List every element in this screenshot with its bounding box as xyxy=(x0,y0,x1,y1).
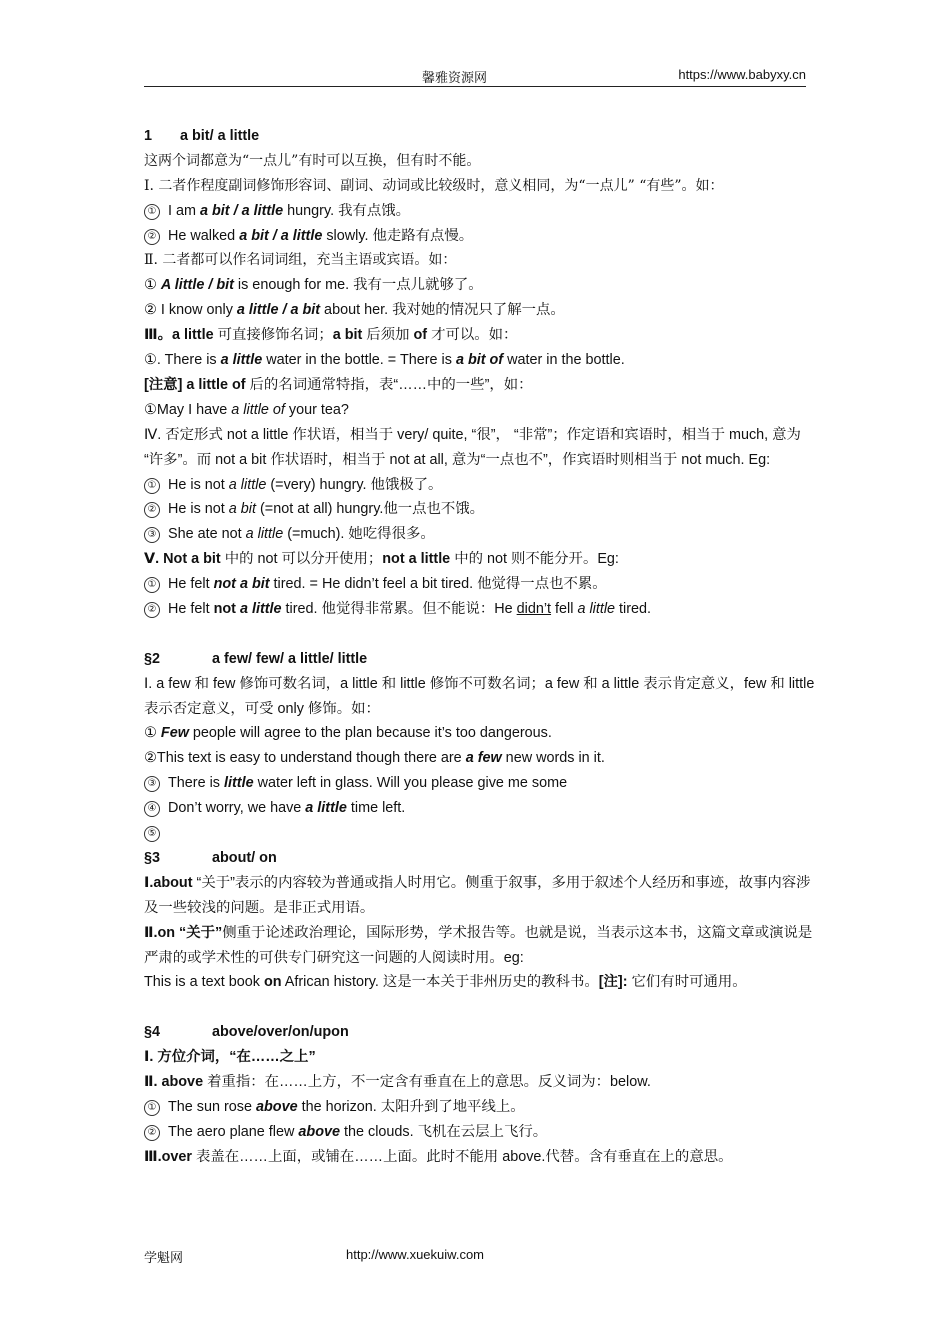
section-number: 1 xyxy=(144,128,153,144)
paragraph: Ⅱ. 二者都可以作名词词组，充当主语或宾语。如： xyxy=(144,252,457,269)
example-line: ③ She ate not a little (=much). 她吃得很多。 xyxy=(144,522,824,547)
example-line: ② He walked a bit / a little slowly. 他走路有点慢。 xyxy=(144,224,824,249)
section-title: above/over/on/upon xyxy=(212,1024,349,1041)
circled-number: ④ xyxy=(144,801,160,817)
example-line: ①. There is a little water in the bottle. = There is a bit of water in the bottle. xyxy=(144,352,625,369)
example-line: ① I am a bit / a little hungry. 我有点饿。 xyxy=(144,199,824,224)
circled-number: ③ xyxy=(144,776,160,792)
note-line: [注意] a little of 后的名词通常特指，表“……中的一些”，如： xyxy=(144,376,533,393)
example-line: ③ There is little water left in glass. Will you please give me some xyxy=(144,771,824,796)
circled-number: ② xyxy=(144,502,160,518)
paragraph: Ⅱ.on “关于”侧重于论述政治理论，国际形势，学术报告等。也就是说，当表示这本书，这篇文章或演说是严肃的或学术性的可供专门研究这一问题的人阅读时用。eg: xyxy=(144,924,813,966)
circled-number: ② xyxy=(144,1125,160,1141)
example-line: ④ Don’t worry, we have a little time left. xyxy=(144,796,824,821)
paragraph: Ⅰ.about “关于”表示的内容较为普通或指人时用它。侧重于叙事，多用于叙述个人经历和事迹，故事内容涉及一些较浅的问题。是非正式用语。 xyxy=(144,874,811,916)
example-line: ① He is not a little (=very) hungry. 他饿极了。 xyxy=(144,473,824,498)
circled-number: ① xyxy=(144,478,160,494)
circled-number: ① xyxy=(144,1100,160,1116)
section-title: about/ on xyxy=(212,849,277,866)
footer-site-name: 学魁网 xyxy=(144,1251,184,1266)
paragraph: Ⅰ. a few 和 few 修饰可数名词，a little 和 little 修饰不可数名词；a few 和 a little 表示肯定意义，few 和 little 表示否定意义，可受 only 修饰。如： xyxy=(144,675,815,717)
page-header xyxy=(144,62,806,87)
example-line: ② He is not a bit (=not at all) hungry.他一点也不饿。 xyxy=(144,497,824,522)
circled-number: ③ xyxy=(144,527,160,543)
example-line: ② I know only a little / a bit about her. 我对她的情况只了解一点。 xyxy=(144,302,565,319)
section-title: a bit/ a little xyxy=(180,128,260,144)
paragraph: Ⅴ. Not a bit 中的 not 可以分开使用；not a little 中的 not 则不能分开。Eg: xyxy=(144,551,619,568)
circled-number: ⑤ xyxy=(144,826,160,842)
section-title: a few/ few/ a little/ little xyxy=(212,650,368,667)
section-1-heading xyxy=(144,124,824,149)
section-number: §3 xyxy=(144,849,161,866)
section-3-heading xyxy=(144,846,824,871)
example-line: This is a text book on African history. 这是一本关于非州历史的教科书。[注]: 它们有时可通用。 xyxy=(144,974,747,991)
section-4-heading xyxy=(144,1020,824,1045)
example-line: ②This text is easy to understand though there are a few new words in it. xyxy=(144,750,605,767)
footer-url[interactable]: http://www.xuekuiw.com xyxy=(346,1247,484,1262)
section-number: §2 xyxy=(144,650,161,667)
example-line: ①May I have a little of your tea? xyxy=(144,401,349,418)
section-2-heading xyxy=(144,647,824,672)
example-line: ① A little / bit is enough for me. 我有一点儿就够了。 xyxy=(144,277,483,294)
paragraph: Ⅲ.over 表盖在……上面，或铺在……上面。此时不能用 above.代替。含有垂直在上的意思。 xyxy=(144,1148,733,1165)
example-line: ① He felt not a bit tired. = He didn’t feel a bit tired. 他觉得一点也不累。 xyxy=(144,572,824,597)
document-body xyxy=(144,124,824,1170)
header-url[interactable]: https://www.babyxy.cn xyxy=(678,67,806,82)
paragraph: Ⅳ. 否定形式 not a little 作状语，相当于 very/ quite, “很”， “非常”；作定语和宾语时，相当于 much, 意为 “许多”。而 not a bit 作状语时，相当于 not at all, 意为“一点也不”，作宾语时则相当于 not much. Eg: xyxy=(144,426,801,468)
example-line: ① The sun rose above the horizon. 太阳升到了地平线上。 xyxy=(144,1095,824,1120)
header-site-name: 馨雅资源网 xyxy=(422,71,488,86)
paragraph: 这两个词都意为“一点儿”有时可以互换，但有时不能。 xyxy=(144,152,481,169)
example-line: ② He felt not a little tired. 他觉得非常累。但不能说：He didn’t fell a little tired. xyxy=(144,597,824,622)
section-number: §4 xyxy=(144,1024,161,1041)
paragraph: Ⅲ。a little 可直接修饰名词；a bit 后须加 of 才可以。如： xyxy=(144,327,518,344)
circled-number: ② xyxy=(144,602,160,618)
page-footer xyxy=(144,1247,484,1266)
paragraph: Ⅱ. above 着重指：在……上方，不一定含有垂直在上的意思。反义词为：below. xyxy=(144,1073,651,1090)
circled-number: ① xyxy=(144,577,160,593)
paragraph: Ⅰ. 二者作程度副词修饰形容词、副词、动词或比较级时，意义相同，为“一点儿” “有些”。如： xyxy=(144,177,724,194)
example-line xyxy=(144,821,824,846)
example-line: ① Few people will agree to the plan because it’s too dangerous. xyxy=(144,725,552,742)
paragraph: Ⅰ. 方位介词，“在……之上” xyxy=(144,1049,316,1066)
example-line: ② The aero plane flew above the clouds. 飞机在云层上飞行。 xyxy=(144,1120,824,1145)
circled-number: ② xyxy=(144,229,160,245)
circled-number: ① xyxy=(144,204,160,220)
